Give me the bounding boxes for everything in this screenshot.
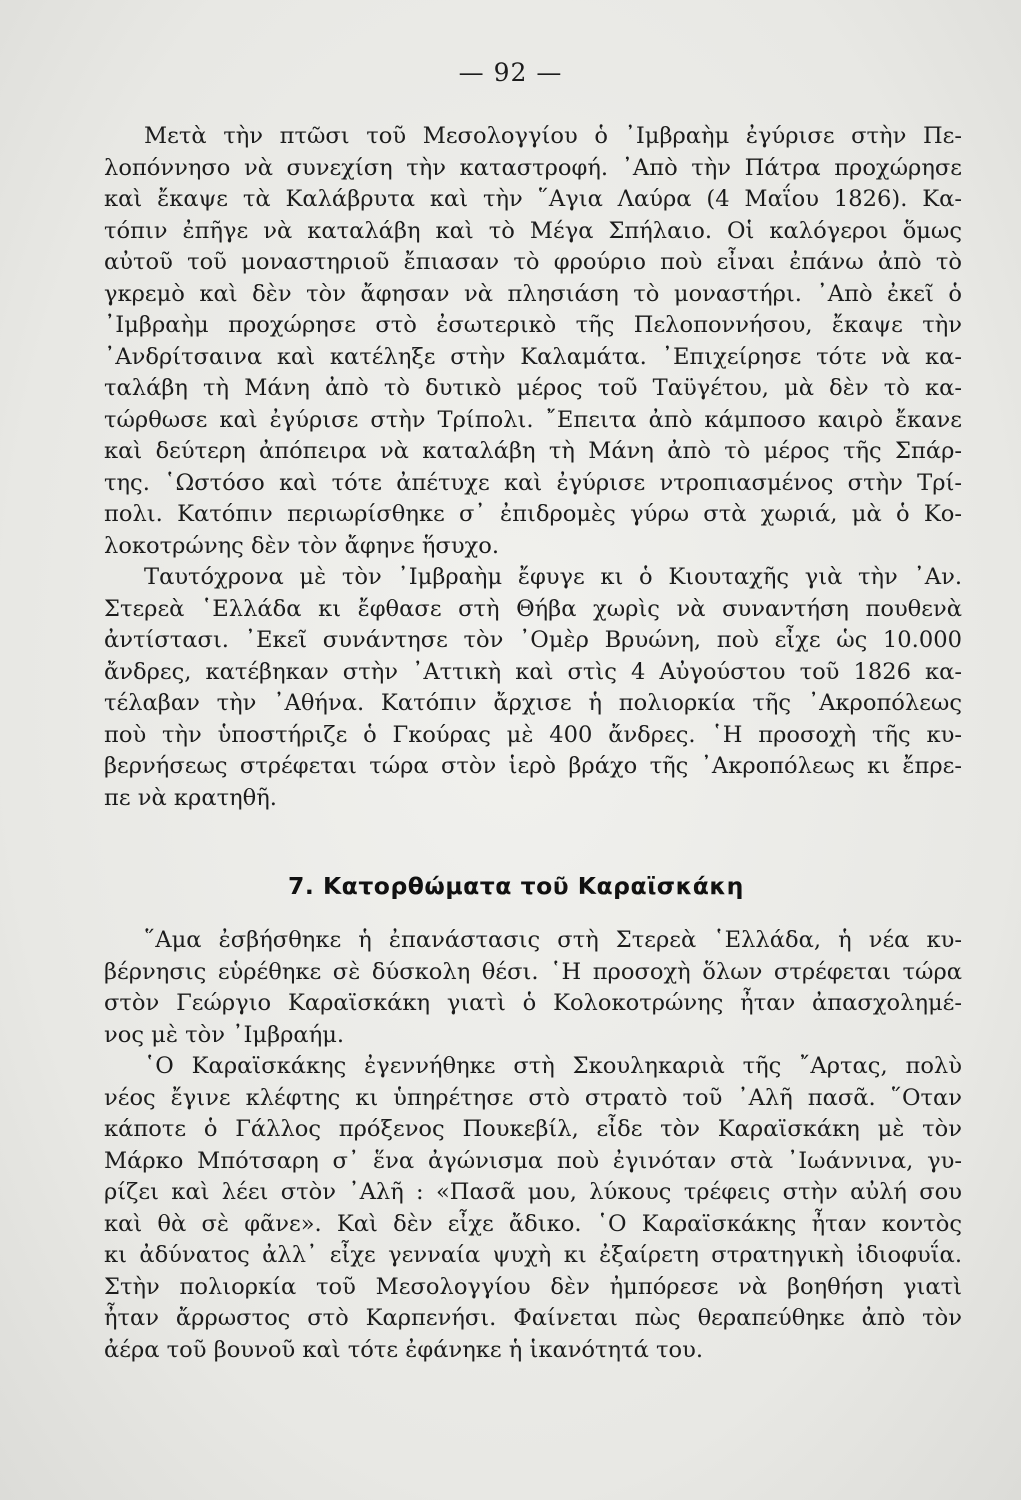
text-line: καὶ ἔκαψε τὰ Καλάβρυτα καὶ τὴν ῞Αγια Λαύρα (4 Μαΐου 1826). Κα- (104, 186, 962, 212)
text-line: κι ἀδύνατος ἀλλ᾿ εἶχε γενναία ψυχὴ κι ἐξαίρετη στρατηγικὴ ἰδιοφυΐα. (104, 1242, 962, 1268)
text-line: ἄνδρες, κατέβηκαν στὴν ᾿Αττικὴ καὶ στὶς 4 Αὐγούστου τοῦ 1826 κα- (104, 658, 962, 685)
text-line: ῞Αμα ἐσβήσθηκε ἡ ἐπανάστασις στὴ Στερεὰ ῾Ελλάδα, ἡ νέα κυ- (144, 927, 962, 953)
text-line: Μετὰ τὴν πτῶσι τοῦ Μεσολογγίου ὁ ᾿Ιμβραὴμ ἐγύρισε στὴν Πε- (144, 123, 962, 149)
text-line: ἦταν ἄρρωστος στὸ Καρπενήσι. Φαίνεται πὼς θεραπεύθηκε ἀπὸ τὸν (104, 1305, 962, 1331)
text-line: γκρεμὸ καὶ δὲν τὸν ἄφησαν νὰ πλησιάση τὸ μοναστήρι. ᾿Απὸ ἐκεῖ ὁ (104, 280, 962, 307)
section-2-text (104, 925, 962, 1366)
text-line: ταλάβη τὴ Μάνη ἀπὸ τὸ δυτικὸ μέρος τοῦ Ταϋγέτου, μὰ δὲν τὸ κα- (104, 375, 962, 401)
text-line: λοκοτρώνης δὲν τὸν ἄφηνε ἥσυχο. (104, 532, 500, 559)
text-line: στὸν Γεώργιο Καραϊσκάκη γιατὶ ὁ Κολοκοτρώνης ἦταν ἀπασχολημέ- (104, 990, 962, 1016)
text-line: τώρθωσε καὶ ἐγύρισε στὴν Τρίπολι. ῎Επειτα ἀπὸ κάμποσο καιρὸ ἔκανε (104, 406, 962, 433)
text-line: ῾Ο Καραϊσκάκης ἐγεννήθηκε στὴ Σκουληκαριὰ τῆς ῎Αρτας, πολὺ (144, 1053, 962, 1079)
text-line: καὶ δεύτερη ἀπόπειρα νὰ καταλάβη τὴ Μάνη ἀπὸ τὸ μέρος τῆς Σπάρ- (104, 438, 962, 464)
section-1-text (104, 121, 962, 814)
text-line: ἀντίστασι. ᾿Εκεῖ συνάντησε τὸν ᾿Ομὲρ Βρυώνη, ποὺ εἶχε ὡς 10.000 (104, 627, 962, 653)
text-line: βέρνησις εὑρέθηκε σὲ δύσκολη θέσι. ῾Η προσοχὴ ὅλων στρέφεται τώρα (104, 958, 962, 985)
text-line: της. ῾Ωστόσο καὶ τότε ἀπέτυχε καὶ ἐγύρισε ντροπιασμένος στὴν Τρί- (104, 469, 962, 496)
text-line: Μάρκο Μπότσαρη σ᾿ ἕνα ἀγώνισμα ποὺ ἐγινόταν στὰ ᾿Ιωάννινα, γυ- (104, 1147, 962, 1174)
page-number: — 92 — (458, 58, 563, 87)
text-line: αὐτοῦ τοῦ μοναστηριοῦ ἔπιασαν τὸ φρούριο ποὺ εἶναι ἐπάνω ἀπὸ τὸ (104, 249, 962, 275)
text-line: κάποτε ὁ Γάλλος πρόξενος Πουκεβίλ, εἶδε τὸν Καραϊσκάκη μὲ τὸν (104, 1116, 962, 1142)
text-line: ᾿Ιμβραὴμ προχώρησε στὸ ἐσωτερικὸ τῆς Πελοποννήσου, ἔκαψε τὴν (104, 312, 962, 338)
text-line: τέλαβαν τὴν ᾿Αθήνα. Κατόπιν ἄρχισε ἡ πολιορκία τῆς ᾿Ακροπόλεως (104, 690, 962, 716)
text-line: Στερεὰ ῾Ελλάδα κι ἔφθασε στὴ Θήβα χωρὶς νὰ συναντήση πουθενὰ (104, 595, 962, 622)
text-line: καὶ θὰ σὲ φᾶνε». Καὶ δὲν εἶχε ἄδικο. ῾Ο Καραϊσκάκης ἦταν κοντὸς (104, 1210, 962, 1237)
text-line: ποὺ τὴν ὑποστήριζε ὁ Γκούρας μὲ 400 ἄνδρες. ῾Η προσοχὴ τῆς κυ- (104, 721, 962, 748)
text-line: πε νὰ κρατηθῆ. (104, 784, 277, 811)
text-line: νέος ἔγινε κλέφτης κι ὑπηρέτησε στὸ στρατὸ τοῦ ᾿Αλῆ πασᾶ. ῞Οταν (104, 1084, 962, 1111)
text-line: πολι. Κατόπιν περιωρίσθηκε σ᾿ ἐπιδρομὲς γύρω στὰ χωριά, μὰ ὁ Κο- (104, 501, 962, 527)
text-line: ᾿Ανδρίτσαινα καὶ κατέληξε στὴν Καλαμάτα. ᾿Επιχείρησε τότε νὰ κα- (104, 343, 962, 370)
text-line: νος μὲ τὸν ᾿Ιμβραήμ. (104, 1021, 345, 1048)
text-line: Ταυτόχρονα μὲ τὸν ᾿Ιμβραὴμ ἔφυγε κι ὁ Κιουταχῆς γιὰ τὴν ᾿Αν. (144, 564, 962, 590)
text-line: βερνήσεως στρέφεται τώρα στὸν ἱερὸ βράχο τῆς ᾿Ακροπόλεως κι ἔπρε- (104, 753, 962, 779)
text-line: ρίζει καὶ λέει στὸν ᾿Αλῆ : «Πασᾶ μου, λύκους τρέφεις στὴν αὐλή σου (104, 1179, 962, 1205)
section-heading: 7. Κατορθώματα τοῦ Καραϊσκάκη (288, 872, 744, 900)
text-line: τόπιν ἐπῆγε νὰ καταλάβη καὶ τὸ Μέγα Σπήλαιο. Οἱ καλόγεροι ὅμως (104, 217, 962, 244)
text-line: Στὴν πολιορκία τοῦ Μεσολογγίου δὲν ἠμπόρεσε νὰ βοηθήση γιατὶ (104, 1273, 962, 1300)
text-line: λοπόννησο νὰ συνεχίση τὴν καταστροφή. ᾿Απὸ τὴν Πάτρα προχώρησε (104, 154, 962, 181)
text-line: ἀέρα τοῦ βουνοῦ καὶ τότε ἐφάνηκε ἡ ἱκανότητά του. (104, 1336, 704, 1363)
